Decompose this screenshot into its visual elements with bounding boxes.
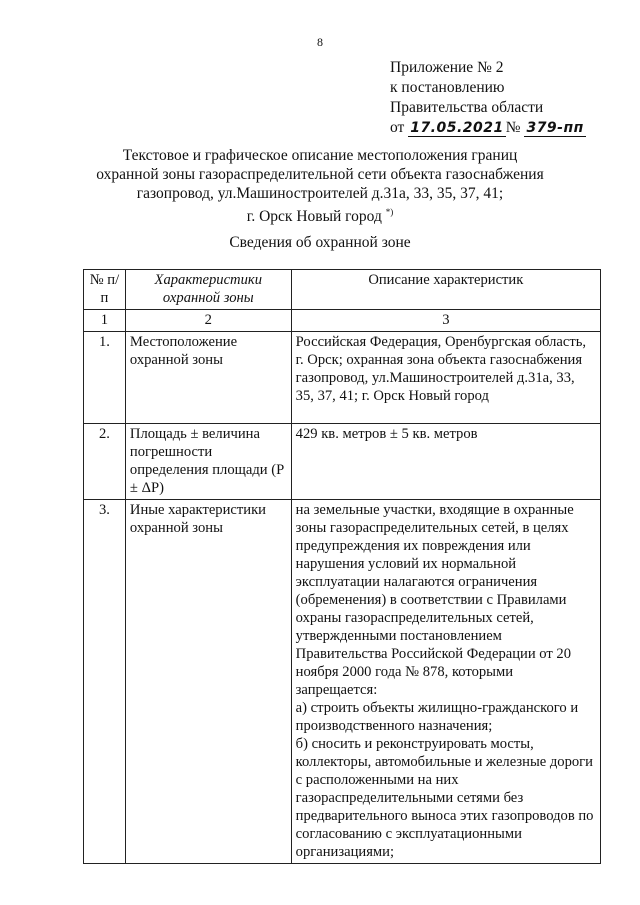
description-item-b: б) сносить и реконструировать мосты, коллекторы, автомобильные и железные дороги с расположенными на них газораспределительными сетями без предварительного выноса этих газопроводов по согласованию с эксплуатационными организациями; [295, 736, 594, 860]
appendix-resolution: к постановлению [390, 79, 505, 96]
row-description: Российская Федерация, Оренбургская область, г. Орск; охранная зона объекта газоснабжения газопровод, ул.Машиностроителей д.31а, 33, 35, 37, 41; г. Орск Новый город [291, 332, 600, 424]
table-row [84, 500, 601, 864]
from-prefix: от [390, 119, 405, 136]
description-text: на земельные участки, входящие в охранные зоны газораспределительных сетей, в целях предупреждения их повреждения или нарушения условий их нормальной эксплуатации налагаются ограничения (обременения) в соответствии с Правилами охраны газораспределительных сетей, утвержденными постановлением Правительства Российской Федерации от 20 ноября 2000 года № 878, которыми запрещается: [295, 502, 574, 698]
row-num: 1. [84, 332, 126, 424]
section-subtitle: Сведения об охранной зоне [229, 234, 411, 251]
header-num: № п/п [84, 270, 126, 310]
appendix-header [390, 58, 625, 138]
handwritten-number: 379-пп [526, 120, 584, 136]
row-description: 429 кв. метров ± 5 кв. метров [291, 424, 600, 500]
handwritten-date: 17.05.2021 [410, 120, 504, 136]
table-index-row [84, 310, 601, 332]
footnote-mark: *) [385, 207, 394, 217]
table-row [84, 424, 601, 500]
description-item-a: а) строить объекты жилищно-гражданского и производственного назначения; [295, 700, 579, 734]
index-cell: 1 [84, 310, 126, 332]
title-city: г. Орск Новый город [246, 208, 382, 226]
row-characteristic: Иные характеристики охранной зоны [125, 500, 291, 864]
row-characteristic: Местоположение охранной зоны [125, 332, 291, 424]
appendix-number: Приложение № 2 [390, 59, 504, 76]
row-num: 2. [84, 424, 126, 500]
page-number: 8 [317, 35, 323, 49]
title-line-4 [90, 203, 550, 226]
row-description [291, 500, 600, 864]
zone-table [83, 269, 601, 864]
table-header-row [84, 270, 601, 310]
document-title [90, 146, 550, 226]
title-line-2: охранной зоны газораспределительной сети объекта газоснабжения [96, 166, 544, 183]
number-prefix: № [505, 119, 521, 136]
title-line-1: Текстовое и графическое описание местоположения границ [122, 147, 518, 164]
index-cell: 2 [125, 310, 291, 332]
index-cell: 3 [291, 310, 600, 332]
header-characteristics: Характеристики охранной зоны [125, 270, 291, 310]
row-num: 3. [84, 500, 126, 864]
appendix-government: Правительства области [390, 99, 544, 116]
header-description: Описание характеристик [291, 270, 600, 310]
table-row [84, 332, 601, 424]
title-line-3: газопровод, ул.Машиностроителей д.31а, 33, 35, 37, 41; [136, 185, 504, 202]
row-characteristic: Площадь ± величина погрешности определения площади (P ± ΔP) [125, 424, 291, 500]
appendix-date-line [390, 118, 625, 138]
